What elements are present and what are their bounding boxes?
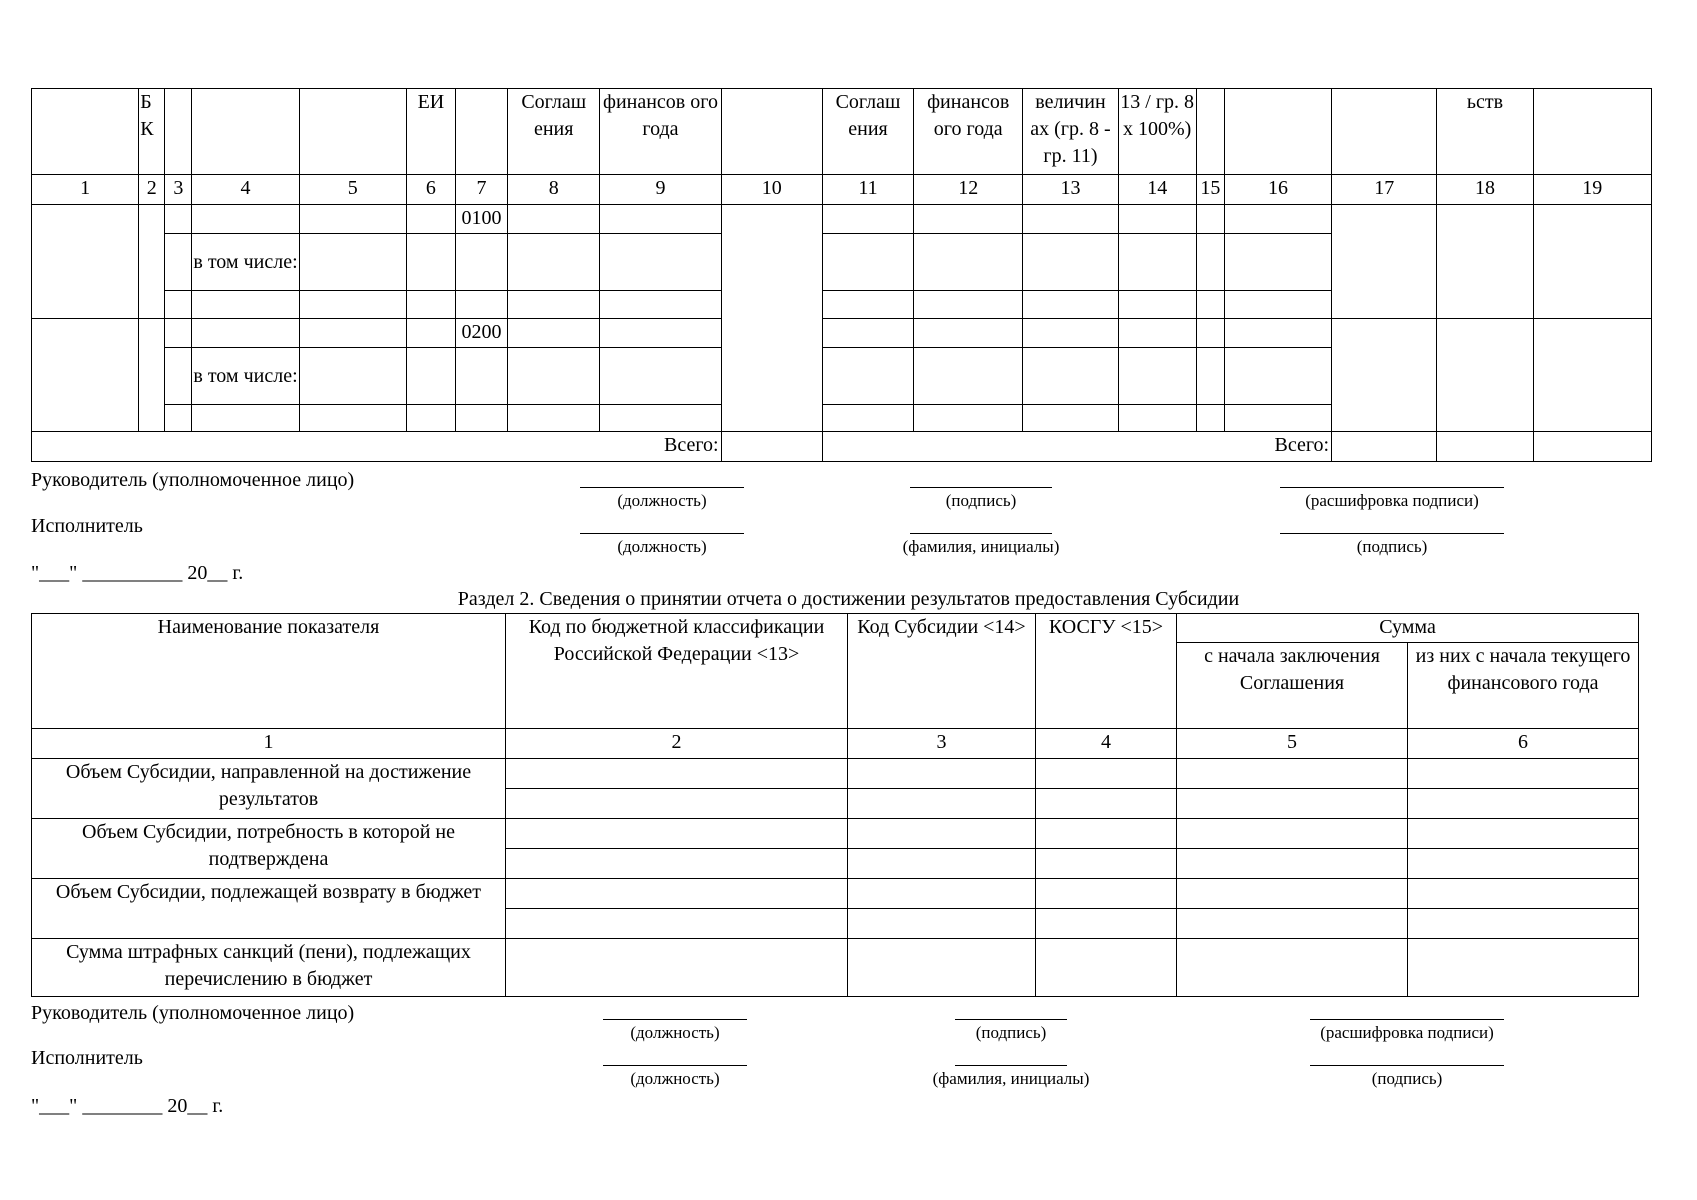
header-indicator-name: Наименование показателя bbox=[32, 614, 506, 729]
signature-line bbox=[580, 487, 744, 488]
header-fin-year: финансов ого года bbox=[600, 89, 721, 175]
col-number: 3 bbox=[848, 729, 1036, 759]
col-number: 14 bbox=[1118, 175, 1196, 205]
row-code: 0200 bbox=[455, 319, 507, 348]
table1-number-row bbox=[32, 175, 1652, 205]
signature-caption: (подпись) bbox=[975, 1023, 1047, 1042]
decode-caption: (расшифровка подписи) bbox=[1320, 1023, 1494, 1042]
signature-line bbox=[1280, 533, 1504, 534]
header-fin-year-2: финансов ого года bbox=[914, 89, 1023, 175]
date-field: "___" ________ 20__ г. bbox=[31, 1095, 224, 1117]
col-number: 13 bbox=[1023, 175, 1118, 205]
header-subsidy-code: Код Субсидии <14> bbox=[848, 614, 1036, 729]
table-row bbox=[32, 759, 1639, 789]
indicator-name: Объем Субсидии, подлежащей возврату в бюджет bbox=[32, 879, 506, 939]
head-label: Руководитель (уполномоченное лицо) bbox=[31, 469, 355, 491]
head-label: Руководитель (уполномоченное лицо) bbox=[31, 1002, 355, 1024]
header-values: величин ах (гр. 8 - гр. 11) bbox=[1023, 89, 1118, 175]
col-number: 2 bbox=[139, 175, 165, 205]
col-number: 17 bbox=[1332, 175, 1437, 205]
header-agreement: Соглаш ения bbox=[508, 89, 600, 175]
col-number: 10 bbox=[721, 175, 822, 205]
col-number: 11 bbox=[822, 175, 913, 205]
total-label-right: Всего: bbox=[822, 432, 1331, 462]
col-number: 15 bbox=[1196, 175, 1224, 205]
including-label: в том числе: bbox=[192, 348, 299, 405]
header-obligations: ьств bbox=[1437, 89, 1533, 175]
col-number: 3 bbox=[165, 175, 192, 205]
row-code: 0100 bbox=[455, 205, 507, 234]
table-row bbox=[32, 879, 1639, 909]
col-number: 19 bbox=[1533, 175, 1651, 205]
signature-line bbox=[955, 1065, 1067, 1066]
section-2-title: Раздел 2. Сведения о принятии отчета о достижении результатов предоставления Субсидии bbox=[457, 588, 1240, 610]
col-number: 5 bbox=[299, 175, 406, 205]
col-number: 4 bbox=[1036, 729, 1177, 759]
table-row bbox=[32, 819, 1639, 849]
fio-caption: (фамилия, инициалы) bbox=[932, 1069, 1090, 1088]
col-number: 12 bbox=[914, 175, 1023, 205]
signature-caption: (подпись) bbox=[1356, 537, 1428, 556]
report-table-2 bbox=[31, 613, 1639, 997]
header-agreement-2: Соглаш ения bbox=[822, 89, 913, 175]
indicator-name: Объем Субсидии, направленной на достижение результатов bbox=[32, 759, 506, 819]
signature-caption: (подпись) bbox=[945, 491, 1017, 510]
header-from-agreement: с начала заключения Соглашения bbox=[1177, 643, 1408, 729]
table2-number-row bbox=[32, 729, 1639, 759]
col-number: 16 bbox=[1224, 175, 1331, 205]
header-from-year: из них с начала текущего финансового года bbox=[1408, 643, 1639, 729]
table1-header-row bbox=[32, 89, 1652, 175]
signature-line bbox=[603, 1065, 747, 1066]
header-sum: Сумма bbox=[1177, 614, 1639, 643]
header-bk-code: Код по бюджетной классификации Российской Федерации <13> bbox=[506, 614, 848, 729]
col-number: 4 bbox=[192, 175, 299, 205]
signature-line bbox=[955, 1019, 1067, 1020]
signature-line bbox=[1310, 1019, 1504, 1020]
header-kosgu: КОСГУ <15> bbox=[1036, 614, 1177, 729]
report-table-1 bbox=[31, 88, 1652, 462]
header-bk: Б К bbox=[139, 89, 165, 175]
indicator-name: Сумма штрафных санкций (пени), подлежащих перечислению в бюджет bbox=[32, 939, 506, 997]
col-number: 7 bbox=[455, 175, 507, 205]
col-number: 6 bbox=[1408, 729, 1639, 759]
table-row bbox=[32, 939, 1639, 997]
position-caption: (должность) bbox=[617, 537, 707, 556]
position-caption: (должность) bbox=[630, 1069, 720, 1088]
signature-line bbox=[603, 1019, 747, 1020]
date-field: "___" __________ 20__ г. bbox=[31, 562, 244, 584]
signature-line bbox=[1310, 1065, 1504, 1066]
col-number: 1 bbox=[32, 729, 506, 759]
table-row bbox=[32, 319, 1652, 348]
signature-line bbox=[580, 533, 744, 534]
decode-caption: (расшифровка подписи) bbox=[1305, 491, 1479, 510]
executor-label: Исполнитель bbox=[31, 515, 143, 537]
position-caption: (должность) bbox=[617, 491, 707, 510]
header-ei: ЕИ bbox=[406, 89, 455, 175]
total-row bbox=[32, 432, 1652, 462]
including-label: в том числе: bbox=[192, 234, 299, 291]
col-number: 2 bbox=[506, 729, 848, 759]
col-number: 8 bbox=[508, 175, 600, 205]
col-number: 18 bbox=[1437, 175, 1533, 205]
table-row bbox=[32, 205, 1652, 234]
signature-line bbox=[1280, 487, 1504, 488]
col-number: 9 bbox=[600, 175, 721, 205]
indicator-name: Объем Субсидии, потребность в которой не подтверждена bbox=[32, 819, 506, 879]
col-number: 6 bbox=[406, 175, 455, 205]
col-number: 5 bbox=[1177, 729, 1408, 759]
position-caption: (должность) bbox=[630, 1023, 720, 1042]
total-label-left: Всего: bbox=[32, 432, 722, 462]
signature-line bbox=[910, 487, 1052, 488]
signature-caption: (подпись) bbox=[1371, 1069, 1443, 1088]
col-number: 1 bbox=[32, 175, 139, 205]
executor-label: Исполнитель bbox=[31, 1047, 143, 1069]
header-percent: 13 / гр. 8 x 100%) bbox=[1118, 89, 1196, 175]
table2-header-row bbox=[32, 614, 1639, 643]
signature-line bbox=[910, 533, 1052, 534]
fio-caption: (фамилия, инициалы) bbox=[902, 537, 1060, 556]
